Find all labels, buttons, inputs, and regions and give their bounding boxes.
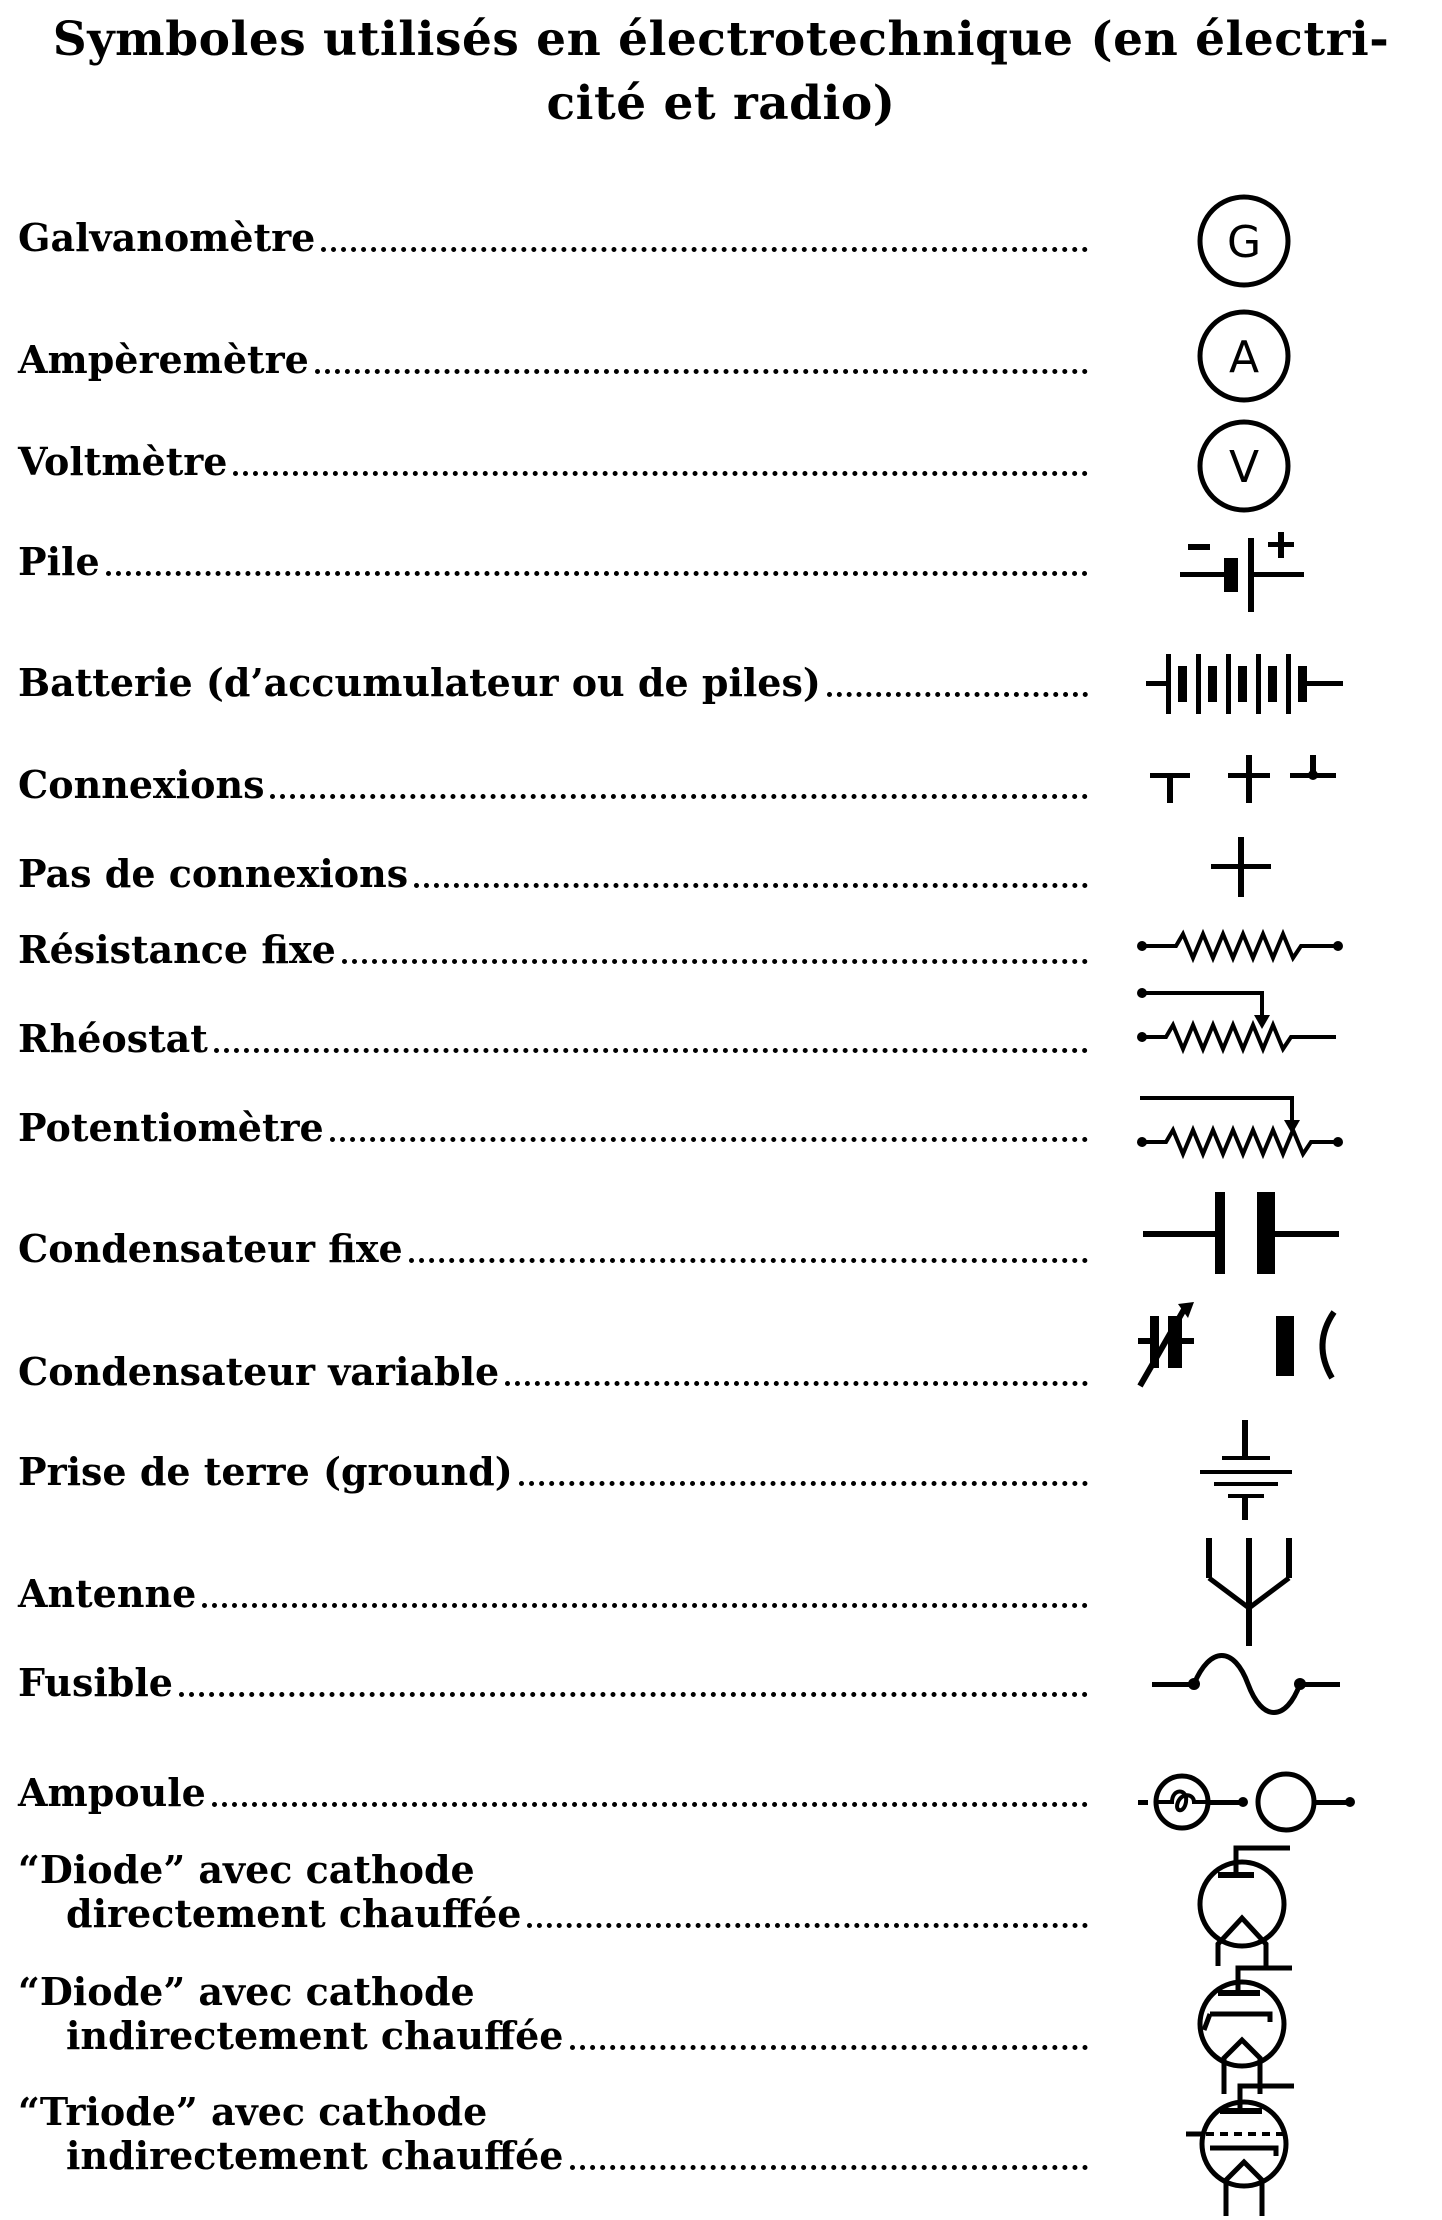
row-label: Voltmètre — [18, 440, 233, 484]
svg-text:G: G — [1226, 217, 1262, 268]
dotted-leader — [202, 1603, 1088, 1608]
svg-text:V: V — [1228, 442, 1260, 493]
row-label: Pile — [18, 540, 106, 584]
row-condensateur-fixe — [18, 1227, 1088, 1271]
cell-icon — [1180, 528, 1310, 618]
lamp-icon — [1138, 1768, 1358, 1838]
row-label: Prise de terre (ground) — [18, 1450, 519, 1494]
no-connection-icon — [1211, 837, 1271, 897]
dotted-leader — [570, 2165, 1089, 2170]
dotted-leader — [570, 2045, 1089, 2050]
row-label: Fusible — [18, 1661, 179, 1705]
row-condensateur-variable — [18, 1350, 1088, 1394]
row-fusible — [18, 1661, 1088, 1705]
row-label-line-1: “Diode” avec cathode — [18, 1969, 475, 2014]
row-label: Condensateur fixe — [18, 1227, 409, 1271]
triode-indirect-heated-icon — [1186, 2076, 1310, 2220]
dotted-leader — [409, 1258, 1088, 1263]
row-label: Ampoule — [18, 1771, 212, 1815]
rheostat-icon — [1136, 985, 1346, 1055]
battery-icon — [1146, 648, 1346, 718]
dotted-leader — [214, 1048, 1088, 1053]
fixed-resistor-icon — [1136, 924, 1346, 964]
row-label: Ampèremètre — [18, 338, 315, 382]
row-galvanometre — [18, 216, 1088, 260]
row-resistance-fixe — [18, 928, 1088, 972]
dotted-leader — [827, 692, 1088, 697]
row-voltmetre — [18, 440, 1088, 484]
row-amperemetre — [18, 338, 1088, 382]
row-label: Pas de connexions — [18, 852, 414, 896]
row-ampoule — [18, 1771, 1088, 1815]
row-pile — [18, 540, 1088, 584]
antenna-icon — [1200, 1536, 1300, 1646]
dotted-leader — [342, 959, 1088, 964]
row-label: Connexions — [18, 763, 270, 807]
connections-icon — [1150, 755, 1340, 815]
row-rheostat — [18, 1017, 1088, 1061]
dotted-leader — [179, 1692, 1088, 1697]
row-potentiometre — [18, 1106, 1088, 1150]
row-connexions — [18, 763, 1088, 807]
row-label: Antenne — [18, 1572, 202, 1616]
dotted-leader — [505, 1381, 1088, 1386]
dotted-leader — [106, 571, 1088, 576]
ammeter-icon — [1196, 308, 1292, 404]
fixed-capacitor-icon — [1143, 1188, 1343, 1278]
dotted-leader — [527, 1923, 1088, 1928]
dotted-leader — [519, 1481, 1088, 1486]
potentiometer-icon — [1136, 1092, 1346, 1162]
row-label-line-2: directement chauffée — [66, 1892, 527, 1936]
row-diode-indirecte — [18, 1970, 1088, 2058]
svg-text:A: A — [1228, 332, 1260, 383]
fuse-icon — [1152, 1652, 1342, 1712]
dotted-leader — [212, 1802, 1088, 1807]
row-prise-de-terre — [18, 1450, 1088, 1494]
variable-capacitor-icon — [1134, 1300, 1354, 1390]
row-pas-de-connexions — [18, 852, 1088, 896]
page-title — [0, 8, 1442, 136]
dotted-leader — [270, 794, 1088, 799]
row-label: Batterie (d’accumulateur ou de piles) — [18, 661, 827, 705]
dotted-leader — [315, 369, 1088, 374]
row-label: Condensateur variable — [18, 1350, 505, 1394]
diode-direct-heated-icon — [1196, 1838, 1306, 1968]
row-label: Potentiomètre — [18, 1106, 330, 1150]
row-label-line-1: “Diode” avec cathode — [18, 1847, 475, 1892]
row-antenne — [18, 1572, 1088, 1616]
title-line-1: Symboles utilisés en électrotechnique (en électri- — [52, 12, 1390, 67]
dotted-leader — [414, 883, 1088, 888]
ground-icon — [1196, 1420, 1296, 1520]
galvanometer-icon — [1196, 193, 1292, 289]
dotted-leader — [330, 1137, 1088, 1142]
row-batterie — [18, 661, 1088, 705]
row-label-line-1: “Triode” avec cathode — [18, 2089, 488, 2134]
row-triode-indirecte — [18, 2090, 1088, 2178]
row-label-line-2: indirectement chauffée — [66, 2014, 570, 2058]
voltmeter-icon — [1196, 418, 1292, 514]
row-label: Rhéostat — [18, 1017, 214, 1061]
dotted-leader — [233, 471, 1088, 476]
dotted-leader — [321, 247, 1088, 252]
row-diode-directe — [18, 1848, 1088, 1936]
row-label: Galvanomètre — [18, 216, 321, 260]
title-line-2: cité et radio) — [546, 76, 896, 131]
row-label: Résistance fixe — [18, 928, 342, 972]
row-label-line-2: indirectement chauffée — [66, 2134, 570, 2178]
